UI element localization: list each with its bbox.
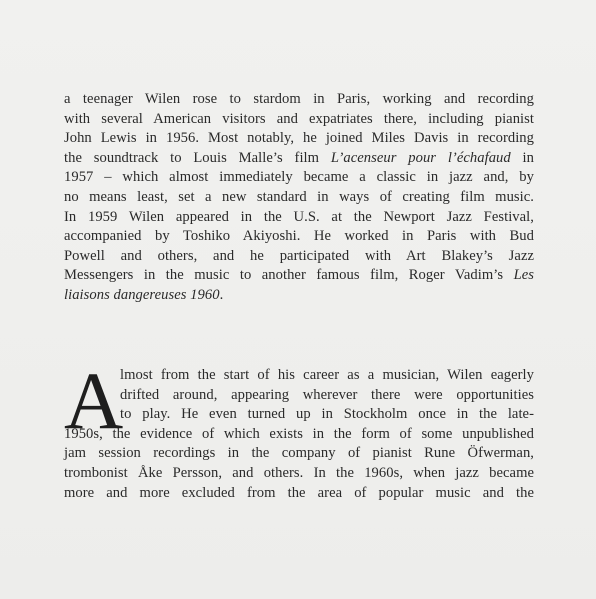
- text-line: with several American visitors and expatriates there, including pianist: [64, 110, 534, 127]
- text-line: John Lewis in 1956. Most notably, he joined Miles Davis in recording: [64, 130, 534, 147]
- paragraph-2: [64, 366, 534, 503]
- text-line: In 1959 Wilen appeared in the U.S. at the Newport Jazz Festival,: [64, 208, 534, 225]
- text-line-start: the soundtrack to Louis Malle’s film: [64, 149, 331, 166]
- text-line: drifted around, appearing wherever there were opportunities: [120, 386, 534, 403]
- text-line: no means least, set a new standard in ways of creating film music.: [64, 188, 534, 205]
- text-line: [64, 286, 534, 306]
- drop-cap-letter: A: [64, 355, 124, 446]
- film-title: L’acenseur pour l’échafaud: [330, 149, 511, 166]
- text-line: 1957 – which almost immediately became a classic in jazz and, by: [64, 169, 534, 186]
- text-line: Powell and others, and he participated with Art Blakey’s Jazz: [64, 247, 534, 264]
- film-title: liaisons dangereuses 1960: [64, 286, 220, 303]
- text-line: lmost from the start of his career as a musician, Wilen eagerly: [120, 367, 534, 383]
- text-line: more and more excluded from the area of popular music and the: [64, 484, 534, 501]
- text-line: [64, 266, 534, 286]
- text-line: accompanied by Toshiko Akiyoshi. He worked in Paris with Bud: [64, 228, 534, 245]
- text-line: jam session recordings in the company of pianist Rune Öfwerman,: [64, 445, 534, 462]
- text-line-start: Messengers in the music to another famous film, Roger Vadim’s: [64, 267, 514, 284]
- text-line: a teenager Wilen rose to stardom in Paris, working and recording: [64, 91, 534, 107]
- paragraph-1: [64, 90, 534, 306]
- text-line: to play. He even turned up in Stockholm once in the late-: [120, 406, 534, 423]
- text-line: trombonist Åke Persson, and others. In the 1960s, when jazz became: [64, 464, 534, 481]
- film-title: Les: [513, 267, 534, 284]
- text-line-end: .: [219, 286, 224, 303]
- text-line: [64, 149, 534, 169]
- text-line: 1950s, the evidence of which exists in the form of some unpublished: [64, 425, 534, 442]
- text-line-end: in: [510, 149, 534, 166]
